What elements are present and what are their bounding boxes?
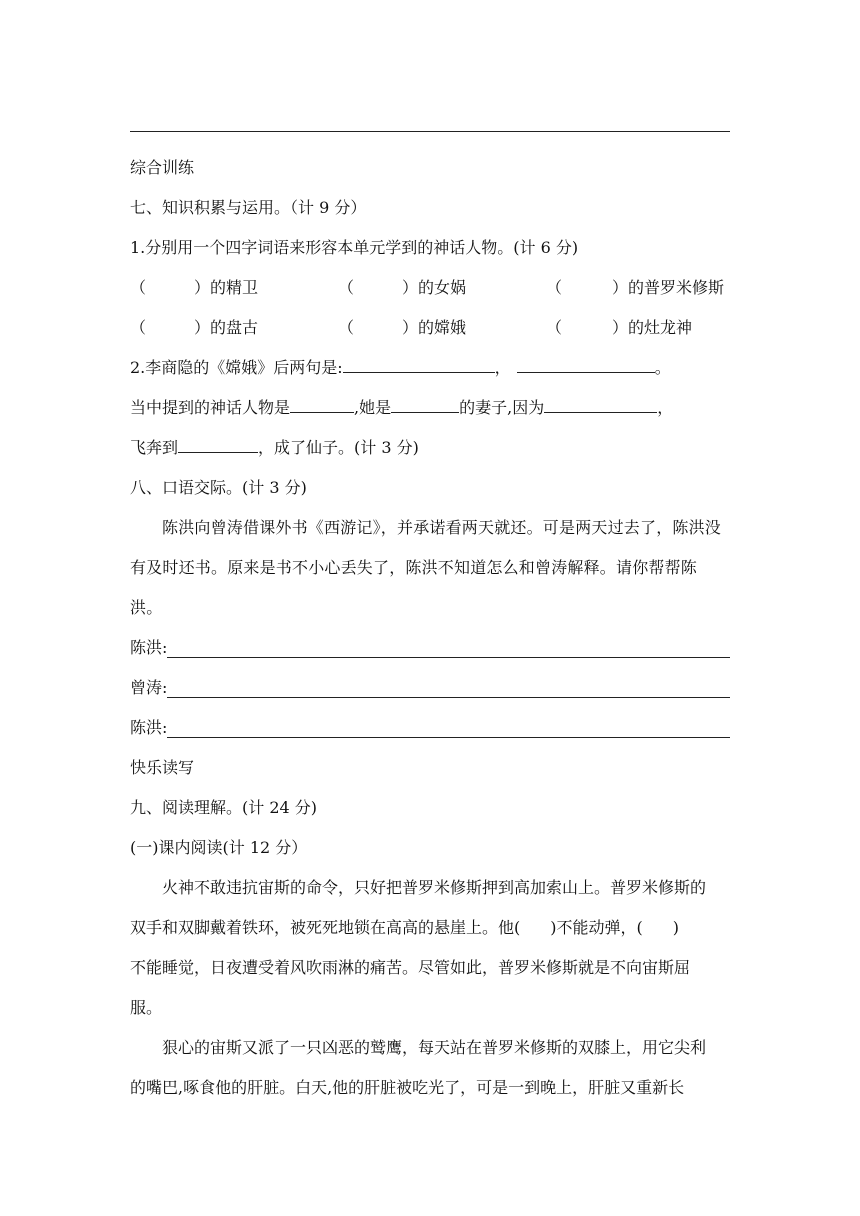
reading-passage-2 [130,1028,730,1108]
speaker-label: 陈洪: [130,638,168,657]
open-paren: （ [546,318,563,337]
passage-line [130,908,730,948]
q7-2-line-2 [130,388,730,428]
text: 当中提到的神话人物是 [130,398,291,417]
character-blank[interactable] [290,394,354,413]
poem-line-blank-1[interactable] [343,354,495,373]
answer-rule[interactable] [167,737,730,738]
text: 的妻子,因为 [459,398,545,417]
answer-rule[interactable] [167,657,730,658]
text: )不能动弹，( [550,918,643,937]
period: 。 [654,358,671,377]
text: ， [657,398,674,417]
q9-title: 九、阅读理解。(计 24 分) [130,798,318,817]
passage-line: 不能睡觉，日夜遭受着风吹雨淋的痛苦。尽管如此，普罗米修斯就是不向宙斯屈 [130,958,691,977]
passage-line: 有及时还书。原来是书不小心丢失了，陈洪不知道怎么和曾涛解释。请你帮帮陈 [130,558,698,577]
q7-1-item[interactable] [338,268,546,308]
open-paren: （ [130,318,147,337]
q9-sub1-title: (一)课内阅读(计 12 分） [130,838,308,857]
passage-line: 火神不敢违抗宙斯的命令，只好把普罗米修斯押到高加索山上。普罗米修斯的 [162,878,707,897]
section-heading-reading: 快乐读写 [130,758,195,777]
dialog-line-chenhong-2[interactable] [130,708,730,748]
poem-line-blank-2[interactable] [517,354,655,373]
header-rule [130,131,730,132]
open-paren: （ [130,278,147,297]
passage-line: 的嘴巴,啄食他的肝脏。白天,他的肝脏被吃光了，可是一到晚上，肝脏又重新长 [130,1078,685,1097]
text: 飞奔到 [130,438,179,457]
open-paren: （ [546,278,563,297]
item-label: 的精卫 [210,278,259,297]
comma: ， [494,358,511,377]
item-label: 的嫦娥 [418,318,467,337]
reading-passage-1 [130,868,730,1028]
q7-1-row-1 [130,268,730,308]
worksheet-body [130,148,730,1108]
item-label: 的灶龙神 [628,318,693,337]
text: ,她是 [354,398,392,417]
destination-blank[interactable] [178,434,258,453]
q7-title: 七、知识积累与运用。（计 9 分） [130,198,367,217]
close-paren: ） [402,278,419,297]
close-paren: ） [612,318,629,337]
text: ) [672,918,679,937]
open-paren: （ [338,318,355,337]
close-paren: ） [402,318,419,337]
q7-1-item[interactable] [130,268,338,308]
answer-rule[interactable] [167,697,730,698]
passage-line: 陈洪向曾涛借课外书《西游记》，并承诺看两天就还。可是两天过去了，陈洪没 [162,518,722,537]
reason-blank[interactable] [544,394,657,413]
close-paren: ） [194,278,211,297]
q7-1-row-2 [130,308,730,348]
q7-1-item[interactable] [130,308,338,348]
q7-2-line-1 [130,348,730,388]
text: ，成了仙子。(计 3 分) [258,438,419,457]
text: 双手和双脚戴着铁环，被死死地锁在高高的悬崖上。他( [130,918,521,937]
q7-2-line-3 [130,428,730,468]
husband-blank[interactable] [391,394,459,413]
item-label: 的女娲 [418,278,467,297]
dialog-line-chenhong-1[interactable] [130,628,730,668]
q7-1-item[interactable] [546,268,730,308]
speaker-label: 陈洪: [130,718,168,737]
dialog-line-zengtao[interactable] [130,668,730,708]
item-label: 的普罗米修斯 [628,278,725,297]
close-paren: ） [194,318,211,337]
q7-1-item[interactable] [546,308,730,348]
q7-2-prompt: 2.李商隐的《嫦娥》后两句是: [130,358,343,377]
q8-title: 八、口语交际。(计 3 分) [130,478,307,497]
q8-passage [130,508,730,628]
section-heading-synthesis: 综合训练 [130,158,195,177]
open-paren: （ [338,278,355,297]
close-paren: ） [612,278,629,297]
passage-line: 洪。 [130,598,163,617]
speaker-label: 曾涛: [130,678,168,697]
q7-1-item[interactable] [338,308,546,348]
passage-line: 狠心的宙斯又派了一只凶恶的鹫鹰，每天站在普罗米修斯的双膝上，用它尖利 [162,1038,707,1057]
passage-line: 服。 [130,998,163,1017]
q7-1-prompt: 1.分别用一个四字词语来形容本单元学到的神话人物。(计 6 分) [130,238,579,257]
item-label: 的盘古 [210,318,259,337]
